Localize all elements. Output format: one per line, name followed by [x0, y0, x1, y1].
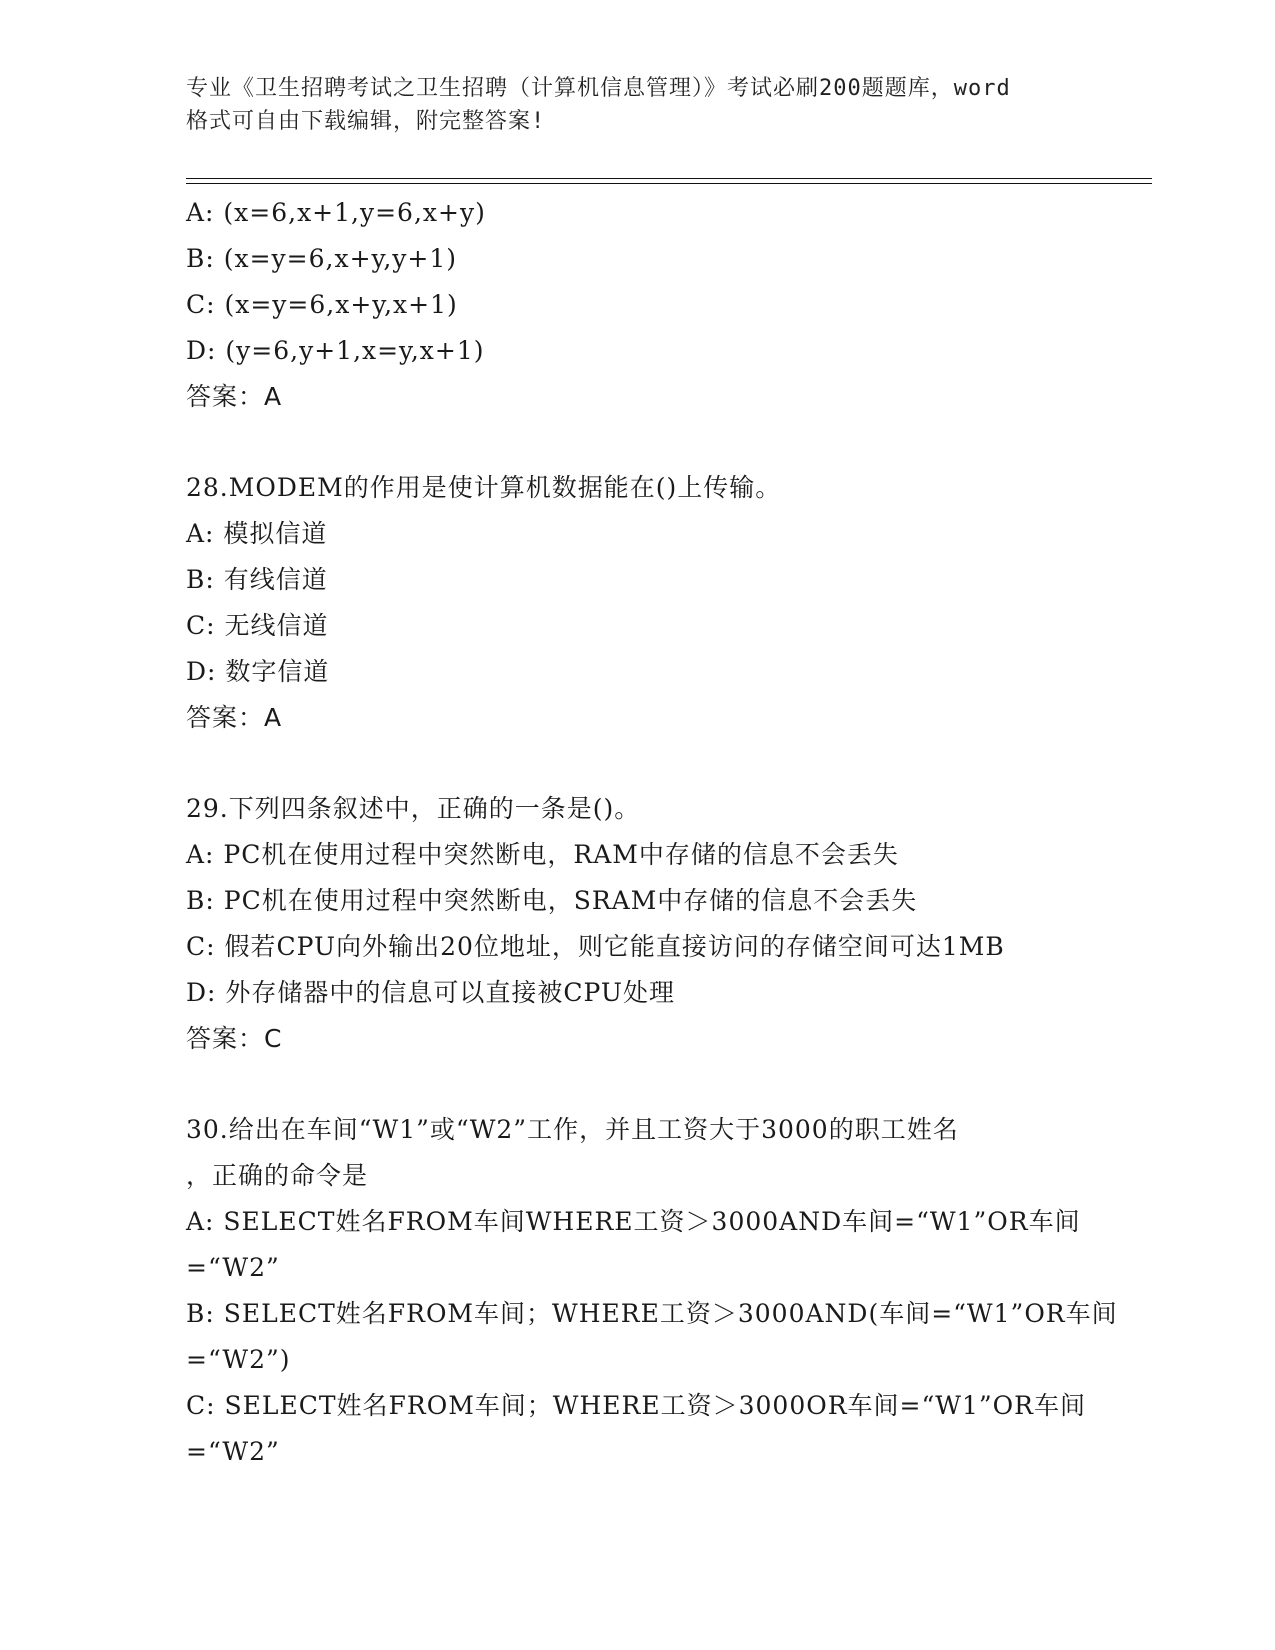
question-list — [186, 190, 1118, 1475]
option-c: C: (x=y=6,x+y,x+1) — [186, 290, 458, 319]
option-a: A: 模拟信道 — [186, 519, 328, 548]
option-b: B: SELECT姓名FROM车间；WHERE工资＞3000AND(车间=“W1”OR车间 — [186, 1299, 1118, 1328]
option-b: B: 有线信道 — [186, 565, 328, 594]
option-c: C: 假若CPU向外输出20位地址，则它能直接访问的存储空间可达1MB — [186, 932, 1005, 961]
question-30 — [186, 1107, 1118, 1475]
question-text-line-2: ，正确的命令是 — [186, 1161, 369, 1190]
question-27 — [186, 190, 1086, 420]
option-a-continued: =“W2” — [186, 1253, 280, 1282]
spacer — [186, 741, 1086, 786]
option-c: C: 无线信道 — [186, 611, 329, 640]
question-text: 28.MODEM的作用是使计算机数据能在()上传输。 — [186, 473, 782, 502]
header-divider-bottom — [186, 183, 1152, 184]
option-a: A: (x=6,x+1,y=6,x+y) — [186, 198, 486, 227]
header-line-2: 格式可自由下载编辑，附完整答案! — [186, 109, 546, 134]
option-b: B: (x=y=6,x+y,y+1) — [186, 244, 457, 273]
question-29 — [186, 786, 1086, 1062]
option-d: D: 外存储器中的信息可以直接被CPU处理 — [186, 978, 675, 1007]
option-c-continued: =“W2” — [186, 1437, 280, 1466]
option-d: D: (y=6,y+1,x=y,x+1) — [186, 336, 485, 365]
option-c: C: SELECT姓名FROM车间；WHERE工资＞3000OR车间=“W1”OR车间 — [186, 1391, 1086, 1420]
spacer — [186, 1062, 1086, 1107]
answer: 答案：A — [186, 703, 283, 732]
option-a: A: SELECT姓名FROM车间WHERE工资＞3000AND车间=“W1”OR车间 — [186, 1207, 1081, 1236]
header-line-1: 专业《卫生招聘考试之卫生招聘（计算机信息管理）》考试必刷200题题库，word — [186, 76, 1011, 101]
answer: 答案：A — [186, 382, 283, 411]
spacer — [186, 420, 1086, 465]
option-b: B: PC机在使用过程中突然断电，SRAM中存储的信息不会丢失 — [186, 886, 918, 915]
question-28 — [186, 465, 1086, 741]
question-text: 29.下列四条叙述中，正确的一条是()。 — [186, 794, 641, 823]
option-d: D: 数字信道 — [186, 657, 330, 686]
option-a: A: PC机在使用过程中突然断电，RAM中存储的信息不会丢失 — [186, 840, 899, 869]
option-b-continued: =“W2”) — [186, 1345, 291, 1374]
document-header — [186, 72, 1086, 138]
answer: 答案：C — [186, 1024, 283, 1053]
question-text-line-1: 30.给出在车间“W1”或“W2”工作，并且工资大于3000的职工姓名 — [186, 1115, 959, 1144]
header-divider-top — [186, 178, 1152, 179]
